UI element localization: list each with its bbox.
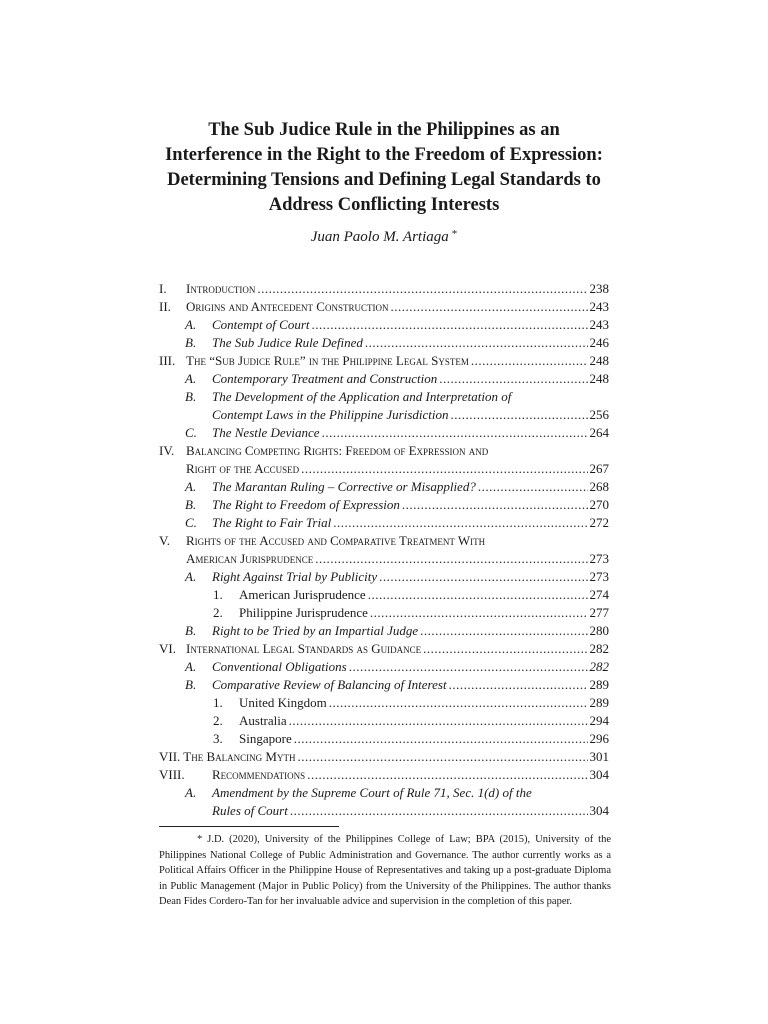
title-line: The Sub Judice Rule in the Philippines as an: [208, 120, 560, 140]
footnote-text: J.D. (2020), University of the Philippines College of Law; BPA (2015), University of the Philippines National College of Public Administration and Governance. The author currently works as a Political Affairs Officer in the Philippine House of Representatives and taking up a post-graduate Diploma in Public Management (Major in Public Policy) from the University of the Philippines. The author thanks Dean Fides Cordero-Tan for her invaluable advice and supervision in the completion of this paper.: [159, 834, 612, 907]
toc-label: Introduction: [186, 281, 256, 296]
toc-page: 248: [589, 371, 609, 386]
author-name: Juan Paolo M. Artiaga: [310, 229, 449, 245]
toc-label: The Right to Freedom of Expression: [212, 497, 400, 512]
toc-page: 248: [589, 353, 609, 368]
toc-page: 294: [589, 713, 609, 728]
toc-page: 289: [589, 677, 609, 692]
toc-page: 273: [589, 551, 609, 566]
toc-page: 289: [589, 695, 609, 710]
toc-number: A.: [185, 317, 197, 332]
toc-label: VII. The Balancing Myth: [159, 749, 296, 764]
toc-page: 268: [589, 479, 609, 494]
toc-number: VI.: [159, 641, 176, 656]
toc-entry-american-jurisprudence[interactable]: [159, 586, 609, 604]
toc-label: Recommendations: [212, 767, 306, 782]
toc-label: Australia: [239, 713, 287, 728]
toc-label: Comparative Review of Balancing of Interest: [212, 677, 447, 692]
toc-label: International Legal Standards as Guidance: [186, 641, 422, 656]
toc-entry-australia[interactable]: [159, 712, 609, 730]
toc-entry-balancing-line1[interactable]: [159, 442, 609, 460]
toc-label: The Marantan Ruling – Corrective or Misapplied?: [212, 479, 476, 494]
toc-page: 280: [589, 623, 609, 638]
toc-page: 270: [589, 497, 609, 512]
toc-label: Origins and Antecedent Construction: [186, 299, 389, 314]
toc-label: Right Against Trial by Publicity: [212, 569, 378, 584]
toc-page: 238: [589, 281, 609, 296]
toc-label: Right to be Tried by an Impartial Judge: [212, 623, 419, 638]
footnote-divider: [159, 826, 339, 827]
toc-label: The Right to Fair Trial: [212, 515, 332, 530]
toc-number: B.: [185, 623, 197, 638]
toc-entry-united-kingdom[interactable]: [159, 694, 609, 712]
toc-label: Conventional Obligations: [212, 659, 347, 674]
toc-page: 264: [589, 425, 609, 440]
toc-label: Rights of the Accused and Comparative Treatment With: [186, 533, 486, 548]
toc-page: 272: [589, 515, 609, 530]
toc-page: 246: [589, 335, 609, 350]
toc-entry-sub-judice-defined[interactable]: [159, 334, 609, 352]
toc-entry-international-standards[interactable]: [159, 640, 609, 658]
toc-number: 2.: [213, 605, 223, 620]
toc-entry-legal-system[interactable]: [159, 352, 609, 370]
toc-label: American Jurisprudence: [239, 587, 366, 602]
title-line: Address Conflicting Interests: [268, 195, 500, 215]
toc-entry-rights-accused-line2[interactable]: [159, 550, 609, 568]
toc-label: The Development of the Application and Interpretation of: [212, 389, 512, 404]
footnote-mark: *: [197, 834, 203, 845]
toc-number: C.: [185, 425, 197, 440]
toc-entry-freedom-of-expression[interactable]: [159, 496, 609, 514]
toc-entry-comparative-review[interactable]: [159, 676, 609, 694]
toc-number: B.: [185, 677, 197, 692]
article-title: [120, 118, 648, 218]
toc-entry-rights-accused-line1[interactable]: [159, 532, 609, 550]
toc-entry-amendment-line2[interactable]: [159, 802, 609, 820]
toc-page: 273: [589, 569, 609, 584]
toc-number: B.: [185, 389, 197, 404]
toc-label: American Jurisprudence: [186, 551, 314, 566]
toc-label: Philippine Jurisprudence: [239, 605, 368, 620]
toc-page: 256: [589, 407, 609, 422]
toc-label: The “Sub Judice Rule” in the Philippine Legal System: [186, 353, 469, 368]
toc-entry-contempt-of-court[interactable]: [159, 316, 609, 334]
toc-label: Contemporary Treatment and Construction: [212, 371, 438, 386]
toc-entry-recommendations[interactable]: [159, 766, 609, 784]
toc-label: Balancing Competing Rights: Freedom of Expression and: [186, 443, 489, 458]
author-byline: [0, 228, 768, 246]
toc-number: A.: [185, 785, 197, 800]
toc-number: B.: [185, 497, 197, 512]
toc-entry-amendment-line1[interactable]: [159, 784, 609, 802]
toc-page: 243: [589, 299, 609, 314]
toc-entry-trial-by-publicity[interactable]: [159, 568, 609, 586]
toc-label: Rules of Court: [212, 803, 288, 818]
toc-number: B.: [185, 335, 197, 350]
toc-entry-conventional-obligations[interactable]: [159, 658, 609, 676]
toc-label: Right of the Accused: [186, 461, 300, 476]
toc-entry-development-line2[interactable]: [159, 406, 609, 424]
toc-page: 282: [589, 659, 609, 674]
toc-entry-development-line1[interactable]: [159, 388, 609, 406]
toc-label: Contempt of Court: [212, 317, 310, 332]
toc-label: Amendment by the Supreme Court of Rule 71, Sec. 1(d) of the: [212, 785, 532, 800]
title-line: Interference in the Right to the Freedom of Expression:: [165, 145, 603, 165]
toc-page: 282: [589, 641, 609, 656]
toc-page: 274: [589, 587, 609, 602]
toc-number: VIII.: [159, 767, 185, 782]
toc-entry-impartial-judge[interactable]: [159, 622, 609, 640]
toc-number: 1.: [213, 587, 223, 602]
toc-number: 3.: [213, 731, 223, 746]
toc-label: Singapore: [239, 731, 292, 746]
toc-page: 277: [589, 605, 609, 620]
toc-number: V.: [159, 533, 170, 548]
toc-number: 2.: [213, 713, 223, 728]
toc-page: 301: [589, 749, 609, 764]
toc-number: C.: [185, 515, 197, 530]
author-footnote-mark[interactable]: *: [451, 228, 458, 240]
toc-number: A.: [185, 371, 197, 386]
toc-page: 296: [589, 731, 609, 746]
toc-entry-balancing-line2[interactable]: [159, 460, 609, 478]
toc-label: The Sub Judice Rule Defined: [212, 335, 363, 350]
toc-page: 304: [589, 767, 609, 782]
toc-entry-nestle-deviance[interactable]: [159, 424, 609, 442]
toc-number: III.: [159, 353, 176, 368]
toc-number: A.: [185, 659, 197, 674]
toc-entry-balancing-myth[interactable]: [159, 748, 609, 766]
toc-number: A.: [185, 569, 197, 584]
toc-page: 267: [589, 461, 609, 476]
toc-entry-origins[interactable]: [159, 298, 609, 316]
title-line: Determining Tensions and Defining Legal Standards to: [167, 170, 601, 190]
toc-number: IV.: [159, 443, 175, 458]
toc-entry-fair-trial[interactable]: [159, 514, 609, 532]
toc-page: 243: [589, 317, 609, 332]
toc-page: 304: [589, 803, 609, 818]
toc-number: II.: [159, 299, 171, 314]
toc-entry-singapore[interactable]: [159, 730, 609, 748]
table-of-contents: [159, 280, 609, 820]
toc-label: United Kingdom: [239, 695, 327, 710]
toc-entry-introduction[interactable]: [159, 280, 609, 298]
toc-entry-marantan-ruling[interactable]: [159, 478, 609, 496]
toc-entry-philippine-jurisprudence[interactable]: [159, 604, 609, 622]
toc-number: A.: [185, 479, 197, 494]
toc-label: Contempt Laws in the Philippine Jurisdiction: [212, 407, 449, 422]
toc-label: The Nestle Deviance: [212, 425, 320, 440]
toc-entry-contemporary-treatment[interactable]: [159, 370, 609, 388]
footnote: [159, 832, 611, 910]
toc-number: I.: [159, 281, 167, 296]
toc-number: 1.: [213, 695, 223, 710]
